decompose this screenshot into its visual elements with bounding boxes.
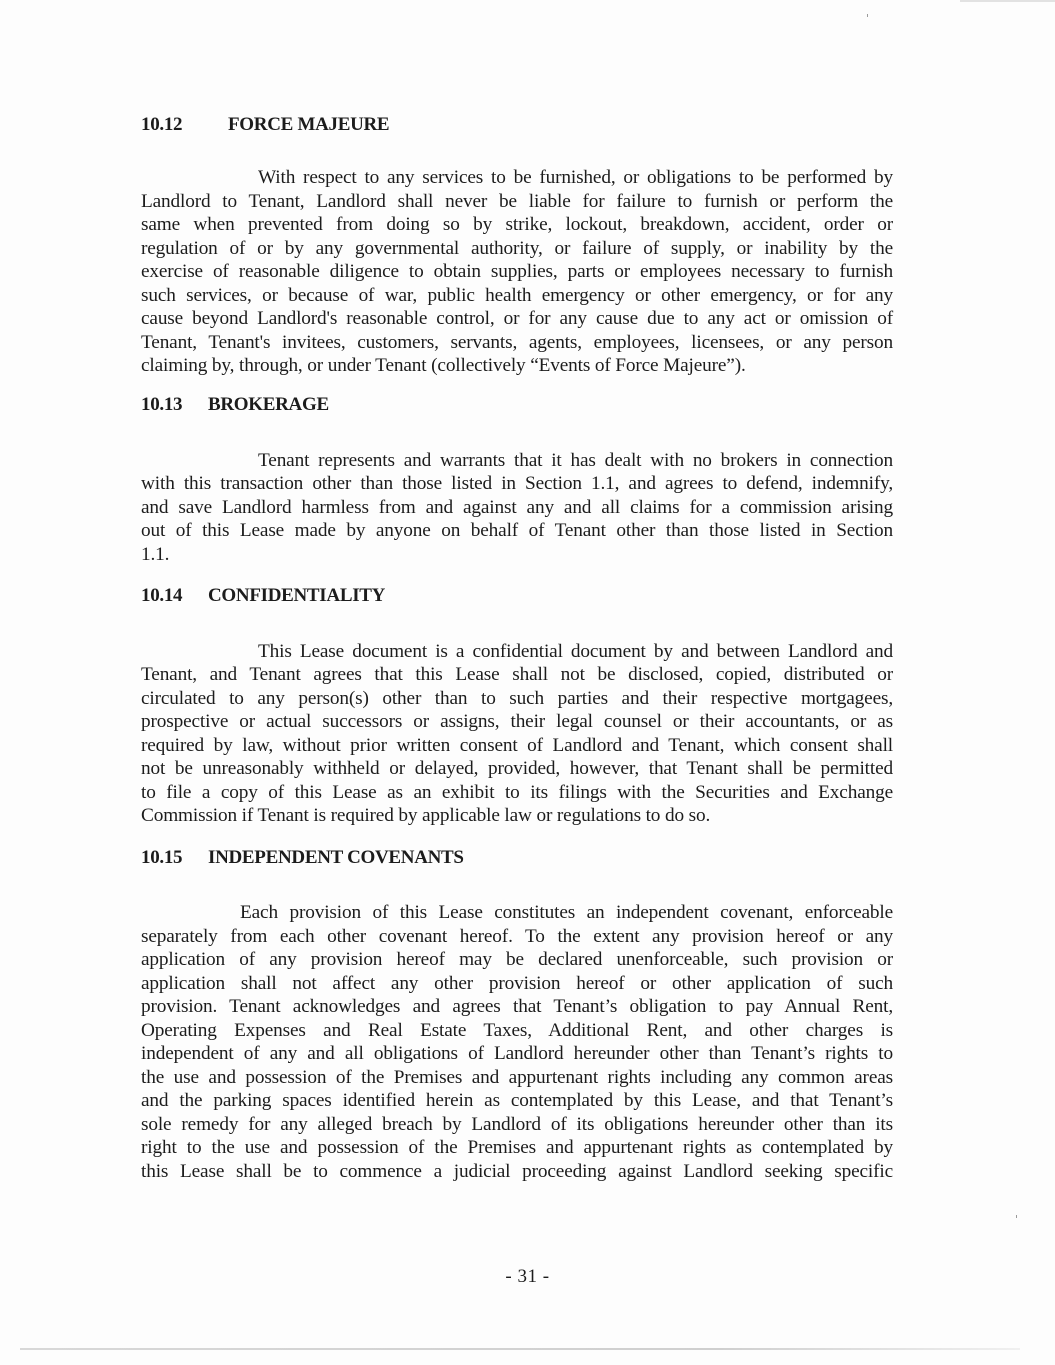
section-heading-10-15 xyxy=(141,847,464,869)
section-heading-10-14 xyxy=(141,585,385,607)
paragraph-line: application shall not affect any other provision hereof or other application of such xyxy=(141,973,893,994)
paragraph-line: With respect to any services to be furnished, or obligations to be performed by xyxy=(258,167,893,188)
paragraph-line: Operating Expenses and Real Estate Taxes, Additional Rent, and other charges is xyxy=(141,1020,893,1041)
paragraph-line: with this transaction other than those listed in Section 1.1, and agrees to defend, indemnify, xyxy=(141,473,893,494)
section-heading-10-12 xyxy=(141,114,389,136)
section-heading-10-13 xyxy=(141,394,329,416)
paragraph-line: claiming by, through, or under Tenant (collectively “Events of Force Majeure”). xyxy=(141,355,746,376)
paragraph-line: not be unreasonably withheld or delayed, provided, however, that Tenant shall be permitted xyxy=(141,758,893,779)
paragraph-line: application of any provision hereof may be declared unenforceable, such provision or xyxy=(141,949,893,970)
section-title: CONFIDENTIALITY xyxy=(208,585,386,606)
scan-edge-top xyxy=(960,0,1055,2)
paragraph-line: out of this Lease made by anyone on behalf of Tenant other than those listed in Section xyxy=(141,520,893,541)
paragraph-line: 1.1. xyxy=(141,544,170,565)
paragraph-line: provision. Tenant acknowledges and agrees that Tenant’s obligation to pay Annual Rent, xyxy=(141,996,893,1017)
scan-speck xyxy=(867,14,868,17)
paragraph-line: independent of any and all obligations of Landlord hereunder other than Tenant’s rights to xyxy=(141,1043,893,1064)
scan-speck xyxy=(1016,1215,1017,1218)
paragraph-line: prospective or actual successors or assigns, their legal counsel or their accountants, or as xyxy=(141,711,893,732)
paragraph-line: circulated to any person(s) other than to such parties and their respective mortgagees, xyxy=(141,688,893,709)
section-title: BROKERAGE xyxy=(208,394,329,415)
paragraph-line: Tenant, and Tenant agrees that this Lease shall not be disclosed, copied, distributed or xyxy=(141,664,893,685)
paragraph-line: the use and possession of the Premises and appurtenant rights including any common areas xyxy=(141,1067,893,1088)
paragraph-line: and save Landlord harmless from and against any and all claims for a commission arising xyxy=(141,497,893,518)
page-number: - 31 - xyxy=(505,1266,550,1287)
section-title: INDEPENDENT COVENANTS xyxy=(208,847,464,868)
paragraph-line: exercise of reasonable diligence to obtain supplies, parts or employees necessary to furnish xyxy=(141,261,893,282)
paragraph-line: and the parking spaces identified herein as contemplated by this Lease, and that Tenant’s xyxy=(141,1090,893,1111)
paragraph-line: separately from each other covenant hereof. To the extent any provision hereof or any xyxy=(141,926,893,947)
paragraph-line: cause beyond Landlord's reasonable control, or for any cause due to any act or omission of xyxy=(141,308,893,329)
paragraph-line: This Lease document is a confidential document by and between Landlord and xyxy=(258,641,893,662)
paragraph-line: same when prevented from doing so by strike, lockout, breakdown, accident, order or xyxy=(141,214,893,235)
paragraph-line: regulation of or by any governmental authority, or failure of supply, or inability by the xyxy=(141,238,893,259)
paragraph-line: such services, or because of war, public health emergency or other emergency, or for any xyxy=(141,285,893,306)
section-number: 10.13 xyxy=(141,394,183,415)
paragraph-line: required by law, without prior written consent of Landlord and Tenant, which consent shall xyxy=(141,735,893,756)
section-number: 10.14 xyxy=(141,585,183,606)
paragraph-line: Commission if Tenant is required by applicable law or regulations to do so. xyxy=(141,805,711,826)
paragraph-line: Landlord to Tenant, Landlord shall never be liable for failure to furnish or perform the xyxy=(141,191,893,212)
section-number: 10.12 xyxy=(141,114,183,135)
paragraph-line: Tenant, Tenant's invitees, customers, servants, agents, employees, licensees, or any person xyxy=(141,332,893,353)
paragraph-line: this Lease shall be to commence a judicial proceeding against Landlord seeking specific xyxy=(141,1161,893,1182)
paragraph-line: sole remedy for any alleged breach by Landlord of its obligations hereunder other than its xyxy=(141,1114,893,1135)
section-title: FORCE MAJEURE xyxy=(228,114,390,135)
paragraph-line: to file a copy of this Lease as an exhibit to its filings with the Securities and Exchange xyxy=(141,782,893,803)
paragraph-line: Tenant represents and warrants that it has dealt with no brokers in connection xyxy=(258,450,893,471)
scan-edge-bottom xyxy=(20,1348,1020,1350)
section-number: 10.15 xyxy=(141,847,183,868)
paragraph-line: right to the use and possession of the Premises and appurtenant rights as contemplated by xyxy=(141,1137,893,1158)
paragraph-line: Each provision of this Lease constitutes an independent covenant, enforceable xyxy=(240,902,893,923)
